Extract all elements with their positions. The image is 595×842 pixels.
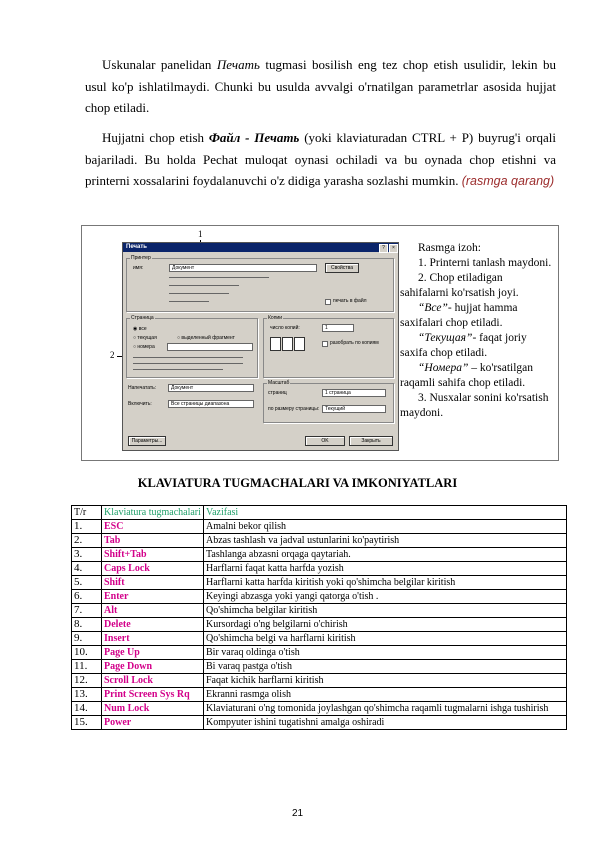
- legend-item-2: 2. Chop etiladigan sahifalarni ko'rsatish joyi.: [400, 272, 519, 299]
- pages-hint-line-3: [133, 369, 223, 370]
- opt-fragment-label: выделенный фрагмент: [181, 335, 235, 341]
- include-label: Включить:: [128, 401, 152, 407]
- scale-group-label: Масштаб: [268, 380, 290, 386]
- pages-per-sheet-label: страниц: [268, 390, 287, 396]
- printer-type-line: [169, 285, 239, 286]
- cell-key: Shift: [102, 576, 204, 590]
- table-row: [72, 632, 567, 646]
- copies-group: [263, 315, 394, 378]
- cell-num: 6.: [72, 590, 102, 604]
- col-num-header: T/r: [72, 506, 102, 520]
- cell-key: Enter: [102, 590, 204, 604]
- cell-key: Delete: [102, 618, 204, 632]
- print-to-file-label: печать в файл: [333, 298, 367, 304]
- cell-key: Page Down: [102, 660, 204, 674]
- copy-page-icon-1: [270, 337, 281, 351]
- table-heading: KLAVIATURA TUGMACHALARI VA IMKONIYATLARI: [137, 476, 458, 490]
- collate-label: разобрать по копиям: [330, 340, 379, 346]
- cell-num: 11.: [72, 660, 102, 674]
- col-func-header: Vazifasi: [204, 506, 567, 520]
- legend-item-1: 1. Printerni tanlash maydoni.: [418, 257, 552, 269]
- print-dialog: [122, 242, 399, 451]
- printer-port-line: [169, 293, 229, 294]
- cell-func: Bir varaq oldinga o'tish: [204, 646, 567, 660]
- table-row: [72, 604, 567, 618]
- table-row: [72, 590, 567, 604]
- cell-key: Print Screen Sys Rq: [102, 688, 204, 702]
- table-row: [72, 618, 567, 632]
- opt-all-label: все: [138, 326, 147, 332]
- paragraph-1: [85, 54, 556, 119]
- cell-func: Qo'shimcha belgi va harflarni kiritish: [204, 632, 567, 646]
- cell-key: Tab: [102, 534, 204, 548]
- printer-name-label: имя:: [133, 265, 144, 271]
- cell-num: 9.: [72, 632, 102, 646]
- cell-func: Keyingi abzasga yoki yangi qatorga o'tish .: [204, 590, 567, 604]
- legend-current-term: “Текущая”: [418, 332, 473, 344]
- figure-legend: [400, 241, 553, 421]
- printer-select-value: Документ: [172, 265, 195, 271]
- paragraph-2-text: Hujjatni chop etish: [102, 130, 209, 145]
- see-figure-note: (rasmga qarang): [461, 174, 555, 188]
- close-button[interactable]: Закрыть: [349, 436, 393, 446]
- cell-func: Harflarni katta harfda kiritish yoki qo'shimcha belgilar kiritish: [204, 576, 567, 590]
- opt-current-label: текущая: [137, 335, 157, 341]
- pages-group: [126, 315, 258, 378]
- printer-select[interactable]: [169, 264, 317, 272]
- cell-func: Kompyuter ishini tugatishni amalga oshiradi: [204, 716, 567, 730]
- page-number: 21: [291, 808, 304, 819]
- printer-status-line: [169, 277, 269, 278]
- scale-group: [263, 380, 394, 423]
- print-what-label: Напечатать:: [128, 385, 157, 391]
- cell-num: 4.: [72, 562, 102, 576]
- table-row: [72, 562, 567, 576]
- table-row: [72, 576, 567, 590]
- callout-1: 1: [198, 229, 203, 239]
- cell-key: Alt: [102, 604, 204, 618]
- printer-notes-line: [169, 301, 209, 302]
- copies-value: 1: [325, 325, 328, 331]
- paragraph-2-text-end: (yoki klaviaturadan CTRL + P) buyrug'i orqali bajariladi. Bu holda Pechat muloqat oynasi ochiladi va bu oynada chop etishni va printerni xossalarini foydalanuvchi o'z didiga yarasha sozlashi mumkin.: [85, 130, 556, 188]
- cell-num: 15.: [72, 716, 102, 730]
- cell-func: Kursordagi o'ng belgilarni o'chirish: [204, 618, 567, 632]
- cell-key: Num Lock: [102, 702, 204, 716]
- cell-func: Faqat kichik harflarni kiritish: [204, 674, 567, 688]
- cell-key: Power: [102, 716, 204, 730]
- legend-all-term: “Все”: [418, 302, 448, 314]
- close-icon[interactable]: ×: [389, 244, 398, 253]
- cell-num: 10.: [72, 646, 102, 660]
- table-row: [72, 716, 567, 730]
- print-to-file-checkbox[interactable]: [325, 299, 331, 305]
- cell-num: 12.: [72, 674, 102, 688]
- copy-page-icon-2: [282, 337, 293, 351]
- cell-func: Harflarni faqat katta harfda yozish: [204, 562, 567, 576]
- pages-hint-line-1: [133, 357, 243, 358]
- opt-pages-label: номера: [137, 344, 155, 350]
- cell-num: 8.: [72, 618, 102, 632]
- copies-label: число копий:: [270, 325, 300, 331]
- cell-num: 2.: [72, 534, 102, 548]
- pages-per-sheet-value: 1 страница: [325, 390, 351, 396]
- legend-current: [400, 331, 553, 361]
- legend-numbers: [400, 361, 553, 391]
- fit-to-value: Текущий: [325, 406, 345, 412]
- cell-num: 1.: [72, 520, 102, 534]
- legend-numbers-text: – ko'rsatilgan raqamli sahifa chop etiladi.: [400, 362, 534, 389]
- legend-all-text: - hujjat hamma saxifalari chop etiladi.: [400, 302, 518, 329]
- table-row: [72, 674, 567, 688]
- pages-input[interactable]: [167, 343, 253, 351]
- cell-key: Caps Lock: [102, 562, 204, 576]
- table-row: [72, 520, 567, 534]
- table-row: [72, 534, 567, 548]
- pages-hint-line-2: [133, 363, 243, 364]
- cell-func: Ekranni rasmga olish: [204, 688, 567, 702]
- print-what-select[interactable]: [168, 384, 254, 392]
- legend-current-text: - faqat joriy saxifa chop etiladi.: [400, 332, 527, 359]
- dialog-title: Печать: [123, 243, 398, 252]
- cell-key: ESC: [102, 520, 204, 534]
- properties-button[interactable]: Свойства: [325, 263, 359, 273]
- opt-current[interactable]: ○ текущая: [133, 335, 157, 341]
- cell-func: Tashlanga abzasni orqaga qaytariah.: [204, 548, 567, 562]
- copies-group-label: Копии: [268, 315, 282, 321]
- copies-input[interactable]: [322, 324, 354, 332]
- include-select[interactable]: [168, 400, 254, 408]
- cell-key: Scroll Lock: [102, 674, 204, 688]
- keyboard-table: [71, 505, 567, 730]
- opt-all[interactable]: ◉ все: [133, 326, 147, 332]
- fit-to-label: по размеру страницы:: [268, 406, 320, 412]
- opt-fragment[interactable]: ○ выделенный фрагмент: [177, 335, 235, 341]
- legend-all: [400, 301, 553, 331]
- cell-func: Bi varaq pastga o'tish: [204, 660, 567, 674]
- opt-pages[interactable]: ○ номера: [133, 344, 155, 350]
- cell-num: 7.: [72, 604, 102, 618]
- paragraph-1-italic: Печать: [216, 57, 260, 72]
- table-row: [72, 646, 567, 660]
- paragraph-2: [85, 127, 556, 193]
- cell-key: Page Up: [102, 646, 204, 660]
- include-value: Все страницы диапазона: [171, 401, 230, 407]
- cell-num: 13.: [72, 688, 102, 702]
- cell-num: 14.: [72, 702, 102, 716]
- legend-title: Rasmga izoh:: [418, 242, 481, 254]
- callout-2: 2: [110, 350, 115, 360]
- params-button[interactable]: Параметры...: [128, 436, 166, 446]
- copy-page-icon-3: [294, 337, 305, 351]
- legend-item-3: 3. Nusxalar sonini ko'rsatish maydoni.: [400, 392, 549, 419]
- printer-group: [126, 255, 394, 312]
- cell-func: Qo'shimcha belgilar kiritish: [204, 604, 567, 618]
- paragraph-2-bold: Файл - Печать: [208, 130, 300, 145]
- paragraph-1-text: Uskunalar panelidan: [102, 57, 217, 72]
- help-icon[interactable]: ?: [379, 244, 388, 253]
- pages-per-sheet-select[interactable]: [322, 389, 386, 397]
- cell-func: Klaviaturani o'ng tomonida joylashgan qo'shimcha raqamli tugmalarni ishga tushirish: [204, 702, 567, 716]
- col-key-header: Klaviatura tugmachalari: [102, 506, 204, 520]
- printer-group-label: Принтер: [131, 255, 151, 261]
- cell-num: 3.: [72, 548, 102, 562]
- table-header-row: [72, 506, 567, 520]
- cell-func: Amalni bekor qilish: [204, 520, 567, 534]
- cell-func: Abzas tashlash va jadval ustunlarini ko'paytirish: [204, 534, 567, 548]
- cell-key: Shift+Tab: [102, 548, 204, 562]
- table-row: [72, 660, 567, 674]
- cell-key: Insert: [102, 632, 204, 646]
- paragraph-1-text-end: tugmasi bosilish eng tez chop etish usulidir, lekin bu usul ko'p ishlatilmaydi. Chunki bu usulda avvalgi o'rnatilgan parametrlar asosida hujjat chop etiladi.: [85, 57, 557, 115]
- table-row: [72, 548, 567, 562]
- print-what-value: Документ: [171, 385, 194, 391]
- collate-checkbox[interactable]: [322, 341, 328, 347]
- fit-to-select[interactable]: [322, 405, 386, 413]
- ok-button[interactable]: OK: [305, 436, 345, 446]
- pages-group-label: Страница: [131, 315, 154, 321]
- table-row: [72, 688, 567, 702]
- cell-num: 5.: [72, 576, 102, 590]
- legend-numbers-term: “Номера”: [418, 362, 469, 374]
- table-row: [72, 702, 567, 716]
